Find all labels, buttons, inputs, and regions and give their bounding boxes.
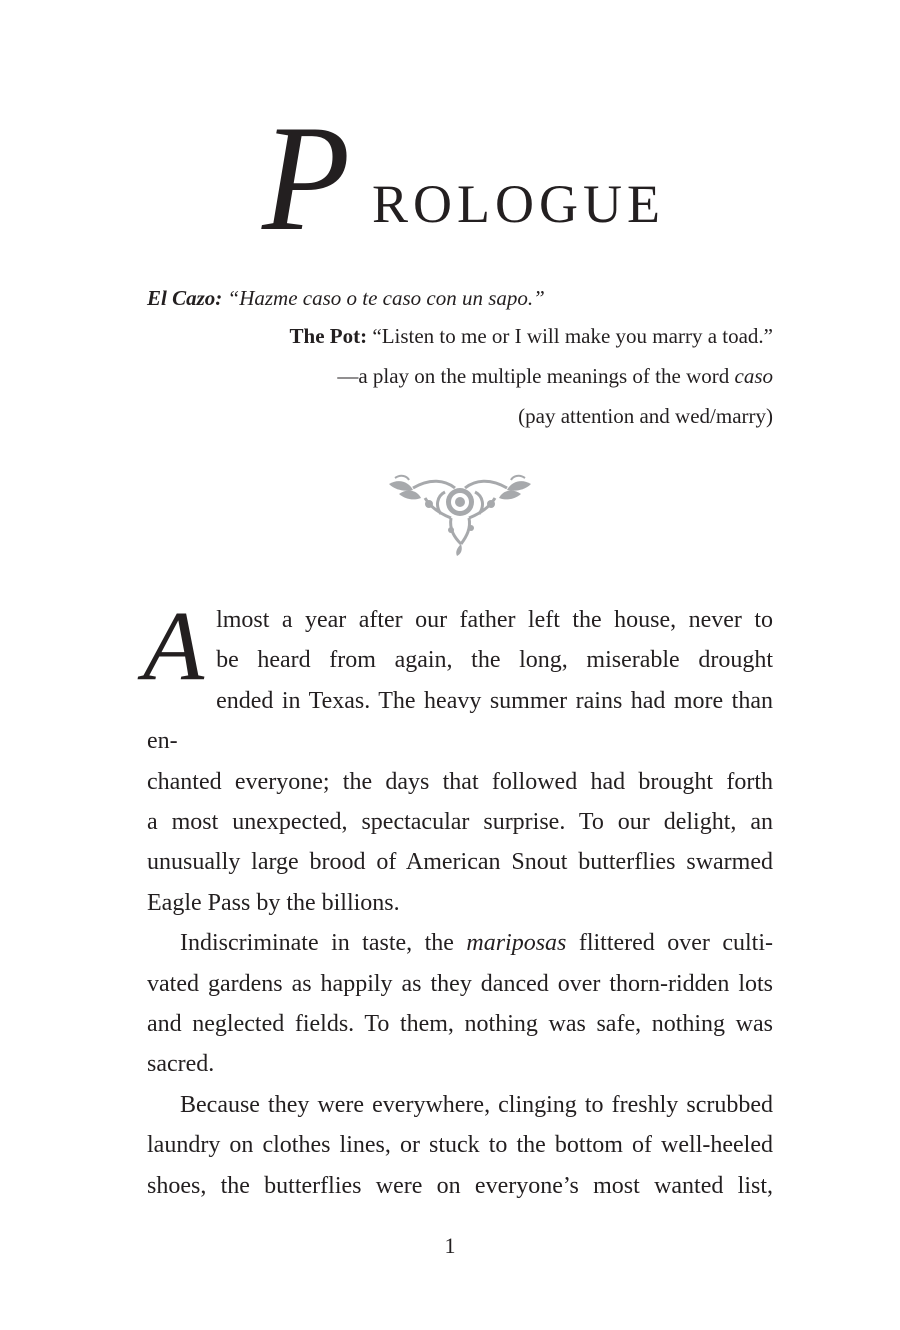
text-line: laundry on clothes lines, or stuck to the bottom of well-heeled — [147, 1132, 773, 1159]
text-line: chanted everyone; the days that followed had brought forth — [147, 768, 773, 795]
text-line: sacred. — [147, 1051, 215, 1078]
body-text — [143, 590, 773, 1206]
epigraph-line-spanish — [147, 288, 545, 309]
epigraph-gloss: (pay attention and wed/marry) — [518, 404, 773, 428]
chapter-title-rest: ROLOGUE — [372, 174, 665, 234]
text-line: lmost a year after our father left the house, never to — [216, 607, 773, 633]
paragraph-1 — [143, 590, 773, 923]
epigraph-label-el-cazo: El Cazo: — [147, 286, 223, 310]
italic-word-mariposas: mariposas — [466, 930, 567, 957]
text-run: Indiscriminate in taste, the — [180, 930, 467, 957]
text-line: be heard from again, the long, miserable drought — [216, 647, 773, 674]
epigraph-spanish-quote: “Hazme caso o te caso con un sapo.” — [222, 286, 545, 310]
epigraph-english-quote: “Listen to me or I will make you marry a toad.” — [367, 324, 773, 348]
text-line: ended in Texas. The heavy summer rains had more than en- — [147, 687, 773, 755]
epigraph-attribution-text: —a play on the multiple meanings of the word — [337, 364, 735, 388]
drop-cap: A — [143, 590, 205, 701]
page-number: 1 — [444, 1233, 456, 1258]
text-line: Because they were everywhere, clinging to freshly scrubbed — [180, 1091, 773, 1118]
text-line: and neglected fields. To them, nothing was safe, nothing was — [147, 1011, 773, 1038]
epigraph-attribution — [337, 366, 773, 387]
text-line: Eagle Pass by the billions. — [147, 889, 400, 916]
chapter-title-initial: P — [262, 94, 351, 262]
chapter-title — [262, 94, 682, 270]
text-run: flittered over culti- — [566, 930, 773, 957]
text-line: unusually large brood of American Snout butterflies swarmed — [147, 849, 773, 876]
epigraph-label-the-pot: The Pot: — [289, 324, 368, 348]
epigraph-line-english — [290, 326, 773, 347]
paragraph-2 — [147, 923, 773, 1085]
floral-ornament-icon — [385, 474, 535, 558]
paragraph-3 — [147, 1085, 773, 1206]
text-line: a most unexpected, spectacular surprise. To our delight, an — [147, 809, 773, 836]
text-line: shoes, the butterflies were on everyone’s most wanted list, — [147, 1172, 773, 1199]
text-line: vated gardens as happily as they danced over thorn-ridden lots — [147, 970, 773, 997]
text-line — [147, 923, 773, 963]
epigraph-attribution-word: caso — [734, 364, 773, 388]
